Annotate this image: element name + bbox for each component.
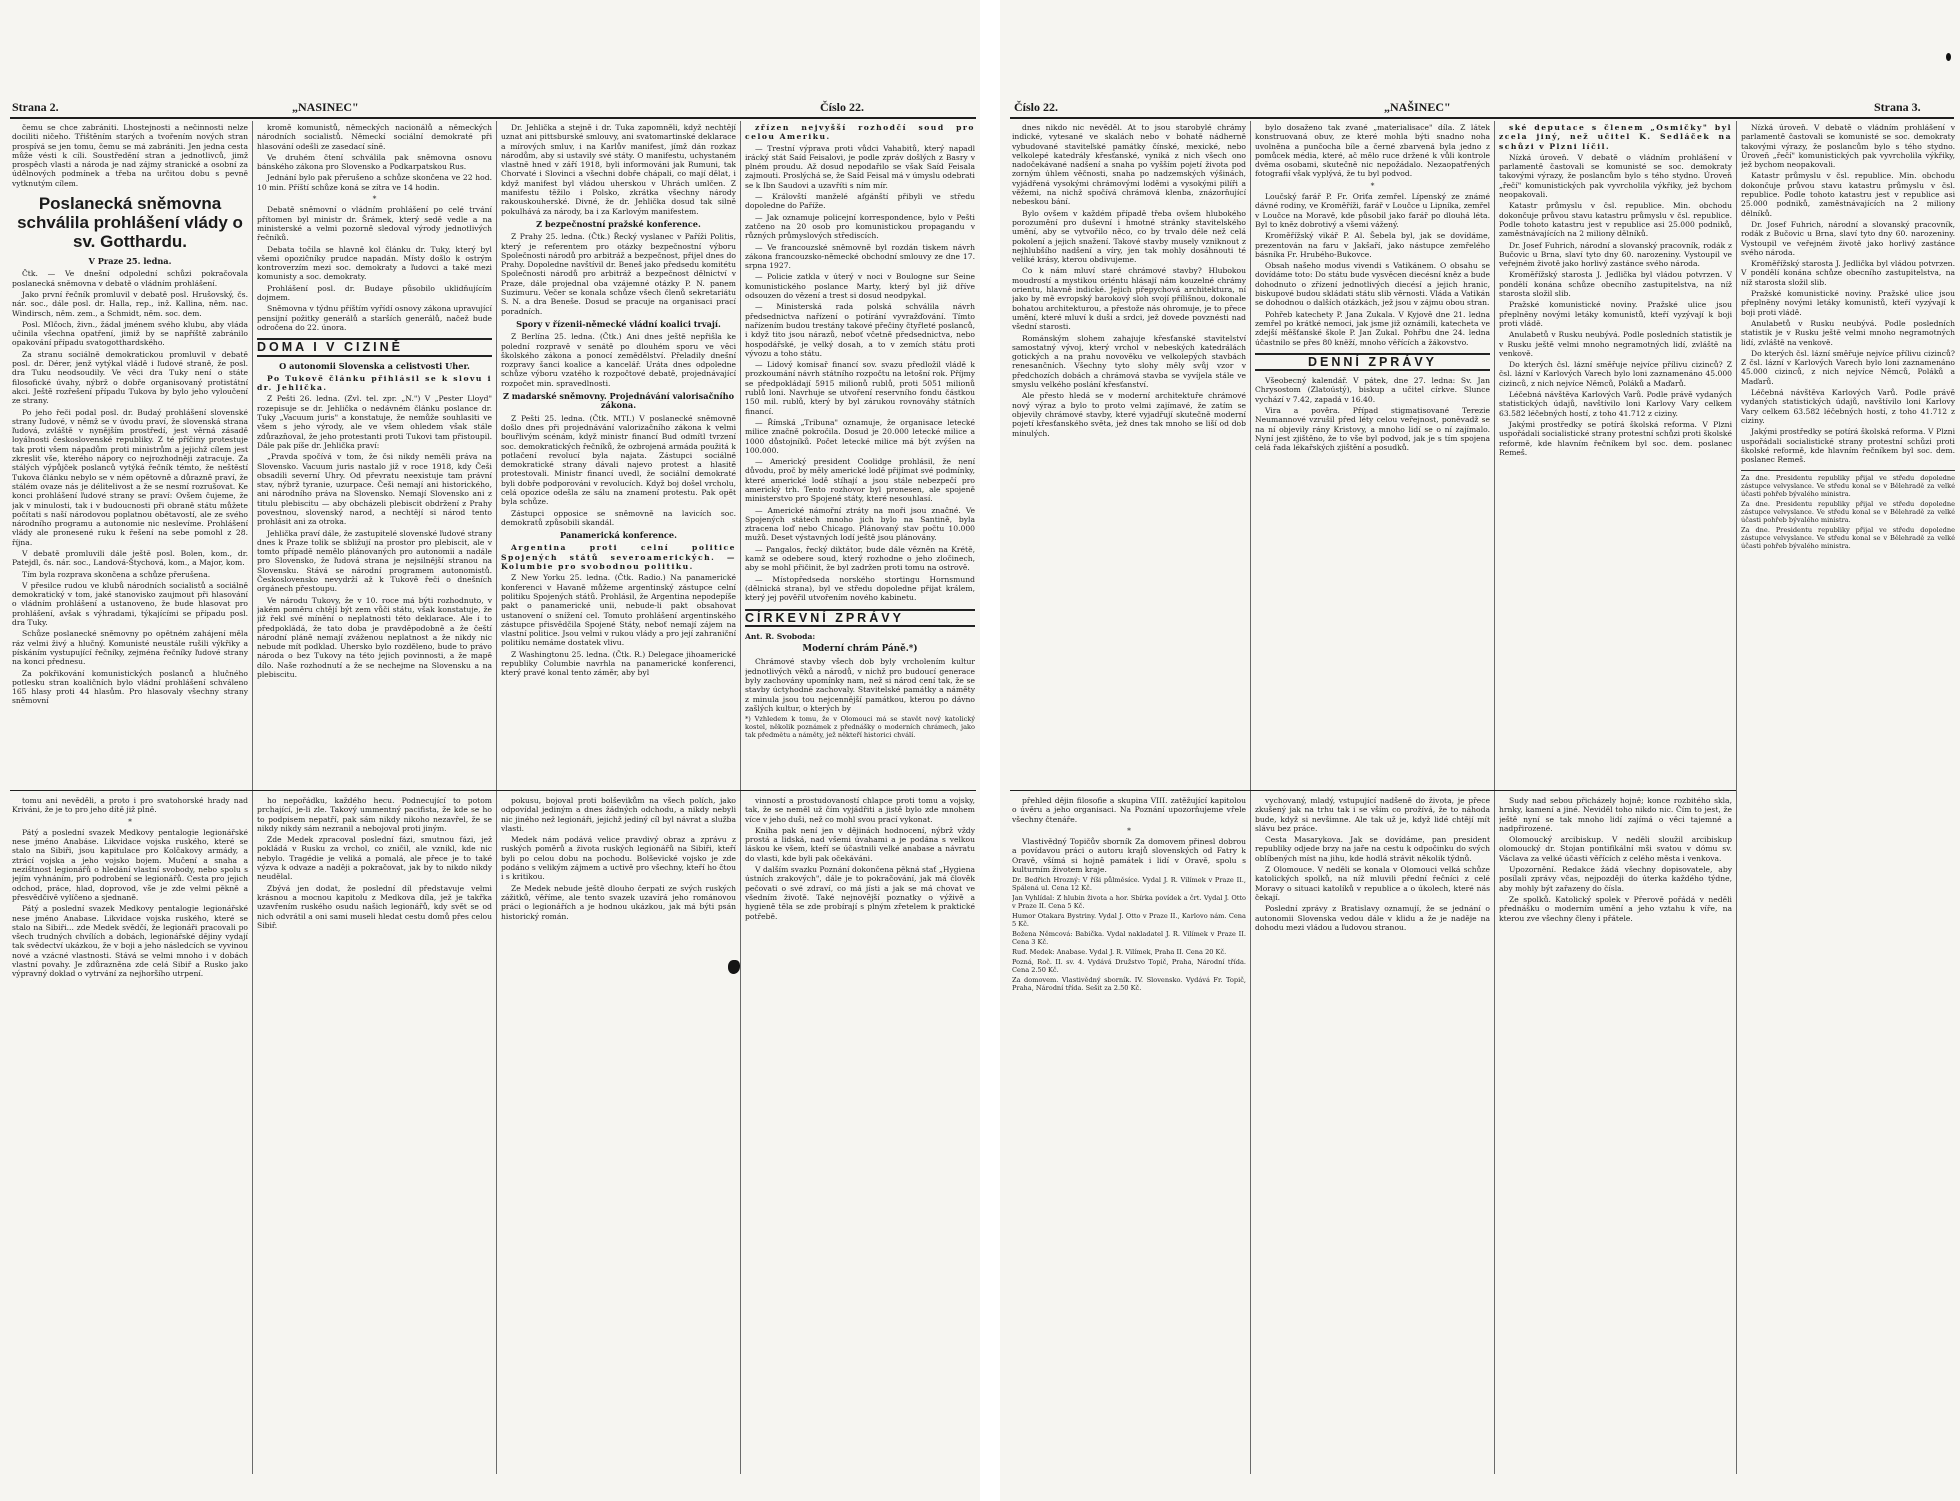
left-lower-column-1 xyxy=(12,796,248,1476)
right-masthead-title: „NAŠINEC" xyxy=(1384,100,1451,114)
article-paragraph: Z Prahy 25. ledna. (Čtk.) Řecký vyslanec v Paříži Politis, který je referentem pro otázky bezpečnostní výboru Společnosti národů pro arbitráž a bezpečnost, přijel dnes do Prahy. Dopoledne navštívil dr. Beneš jako předsedu komitétu Společnosti národů pro arbitráž a bezpečnost dělnictví v Praze, dále projednal oba vzájemné otázky P. N. panem Suzimuru. Večer se konala schůze všech členů sekretariátu S. N. a dra Beneše. Dosud se pracuje na organisaci prací poradních. xyxy=(501,232,736,316)
article-paragraph: Po jeho řeči podal posl. dr. Budaý prohlášení slovenské strany ľudové, v němž se v úvodu praví, že slovenská strana ľudová, zvláště v nynějším prostředí, jest věrná zásadě loyálnosti československé republiky. Z té příčiny protestuje tak proti všem nápadům proti ministrům a jejichž cílem jest zkreslit vše, kterého nápory co nejrozhodněji zatracuje. Za stálých výpůjček poslanců vytýká řečník témto, že neštěstí Tukova článku nebylo se v ném opětovně a důrazně praví, že stálém ovaze nás je délitelivost a že se nesmí rozrušovat. Ke konci prohlášení ľudové strany se praví: Ovšem čujeme, že jak v minulosti, tak i v budoucnosti při obraně státu můžete počítati s naší národovou poplatnou obětavostí, ale ze svého národního programu a autonomie nic neslevíme. Prohlášení vlády ale pronesené ruku k řešení na sebe pomohl z 28. října. xyxy=(12,407,248,547)
separator-asterisk: * xyxy=(1127,825,1131,835)
news-item: — Pangalos, řecký diktátor, bude dále vězněn na Krétě, kamž se odebere soud, který rozhodne o jeho zločinech, aby se mohl přičinit, že byl zadržen proti tomu na ostrově. xyxy=(745,544,975,573)
sněmovna-dateline: V Praze 25. ledna. xyxy=(88,256,172,267)
news-item: Upozornění. Redakce žádá všechny dopisovatele, aby posílali zprávy včas, nejpozději do úterka každého týdne, aby mohly být zařazeny do čísla. xyxy=(1499,865,1732,893)
article-paragraph: Zde Medek zpracoval poslední fázi, smutnou fázi, jež pokládá v Rusku za vrchol, co zničil, ale vznikl, kde nic nebylo. Tragédie je veliká a pomalá, ale přece je to také výzva k odvaze a naději a pokračovat, jak by to nikdo nikdy neudělal. xyxy=(257,835,492,882)
article-paragraph: V přesilce rudou ve klubů národních socialistů a sociálně demokratický v tom, jaké stanovisko zaujmout při hlasování o vládním prohlášení a ustanoveno, že bude hlasovat pro prohlášení, avšak s výhradami, týkajícími se případu posl. dra Tuky. xyxy=(12,580,248,628)
right-column-1 xyxy=(1012,123,1246,787)
right-page-number: Strana 3. xyxy=(1874,100,1921,114)
news-item: Katastr průmyslu v čsl. republice. Min. obchodu dokončuje průvou stavu katastru průmyslu v čsl. republice. Podle tohoto katastru jest v republice asi 25.000 podniků, zaměstnávajících na 2 miliony dělníků. xyxy=(1741,171,1955,218)
article-paragraph: vinností a prostudovaností chlapce proti tomu a vojsky, tak, že se neměl už čím vyjádřiti a jistě bylo zde mnohem více v jeho duši, než co mohl svou prací vykonat. xyxy=(745,796,975,824)
left-header-rule xyxy=(10,117,976,119)
article-paragraph: V debatě promluvili dále ještě posl. Bolen, kom., dr. Patejdl, čs. nár. soc., Landová-Štychová, kom., a Major, kom. xyxy=(12,548,248,568)
right-column-divider-1 xyxy=(1250,121,1251,1474)
news-item: Kroměřížský starosta J. Jedlička byl vládou potvrzen. V pondělí konána schůze obecního zastupitelstva, na níž starosta složil slib. xyxy=(1499,270,1732,299)
separator-asterisk: * xyxy=(372,194,377,204)
news-item: — Lidový komisař financí sov. svazu předložil vládě k prozkoumání návrh státního rozpočtu na letošní rok. Příjmy se předpokládají 5915 milionů rublů, proti 5051 milionů rublů loni. Navrhuje se utvoření reservního fondu částkou 150 mil. rublů, který by byl zárukou rovnováhy státních financí. xyxy=(745,360,975,416)
page-gutter xyxy=(980,0,1000,1501)
article-paragraph: Medek nám podává velice pravdivý obraz a zprávu z ruských poměrů a života ruských legionářů na Sibiři, kteří byli po celou dobu na pochodu. Bolševické vojsko je zde podáno s velikým zájmem a uctivě pro všechny, kteří ho čtou i s kritikou. xyxy=(501,835,736,882)
left-column-divider-2 xyxy=(496,121,497,1474)
article-paragraph: Za pokřikování komunistických poslanců a hlučného potlesku stran koaličních bylo vládní prohlášení schváleno 165 hlasy proti 44 hlasům. Pro hlasovaly všechny strany sněmovní xyxy=(12,668,248,706)
news-item: — Policie zatkla v úterý v noci v Boulogne sur Seine komunistického poslance Marty, který byl již dříve odsouzen do vězení a trest si dosud neodpykal. xyxy=(745,272,975,301)
news-item: Pražské komunistické noviny. Pražské ulice jsou přeplněny novými letáky komunistů, kteří vyzývají k boji proti vládě. xyxy=(1499,300,1732,328)
article-paragraph: Pátý a poslední svazek Medkovy pentalogie legionářské nese jméno Anabase. Likvidace vojska ruského, které se stalo na Sibiři... zde Medek svědčí, že legionáři pracovali po všech trudných chvílích a dobách, legionářské dějiny vydají tak svědectví ukázkou, že v boji a jeho následcích se vyvinou nové a vzácné vlastnosti. Stává se velmi mnoho i v dobách vlastní povahy. Je zdůrazněna zde celá Sibiř a Rusko jako výpravný doklad o vytrvání za nejhoršího utrpení. xyxy=(12,904,248,979)
right-fold-rule xyxy=(1010,790,1736,791)
article-paragraph: Vlastivědný Topičův sborník Za domovem přinesl dobrou a povídavou práci o autoru krajů slovenských od Fatry k Oravě, všímá si hojně památek i lidí v Oravě, spolu s kulturním životem kraje. xyxy=(1012,837,1246,875)
right-lower-column-1 xyxy=(1012,796,1246,1476)
news-item: — Královští manželé afgánští přibyli ve středu dopoledne do Paříže. xyxy=(745,192,975,211)
article-lead: ské deputace s členem „Osmičky" byl zcela jiný, než učitel K. Sedláček na schůzi v Plzni líčil. xyxy=(1499,123,1732,151)
sněmovna-headline: Poslanecká sněmovna schválila prohlášení vlády o sv. Gotthardu. xyxy=(17,194,243,252)
news-item: — Ministerská rada polská schválila návrh předsednictva nařízení o potírání vyvražďování. Tímto nařízením budou trestány takové přečiny čtyřleté poslanců, i když tito jsou nárazů, neboť včetně předsednictva, nebo hospodářské, je velký dosah, a to v zemích státu proti vývozu a toho státu. xyxy=(745,302,975,358)
news-item: Léčebná návštěva Karlových Varů. Podle právě vydaných statistických údajů, navštívilo loni Karlovy Vary celkem 63.582 léčebných hostí, z toho 41.712 z ciziny. xyxy=(1741,388,1955,425)
notice-text: Za dne. Presidentu republiky přijal ve středu dopoledne zástupce velvyslance. Ve středu konal se v Bělehradě za velké účasti pohřeb bývalého ministra. xyxy=(1741,474,1955,499)
article-title-moderni-chram: Moderní chrám Páně.*) xyxy=(802,644,918,655)
news-item: Ze spolků. Katolický spolek v Přerově pořádá v neděli přednášku o moderním umění a jeho vztahu k víře, na kterou zve všechny členy i přátele. xyxy=(1499,894,1732,923)
left-column-2 xyxy=(257,123,492,787)
news-item: Kroměřížský starosta J. Jedlička byl vládou potvrzen. V pondělí konána schůze obecního zastupitelstva, na níž starosta složil slib. xyxy=(1741,259,1955,287)
news-item: Poslední zprávy z Bratislavy oznamují, že se jednání o autonomii Slovenska vedou dále v klidu a že je naděje na dohodu mezi vládou a ľudovou stranou. xyxy=(1255,904,1490,932)
article-paragraph: „Pravda spočívá v tom, že čsi nikdy neměli práva na Slovensko. Vacuum juris nastalo již v roce 1918, kdy Češi obsadili severní Uhry. Od převratu neexistuje tam právní stav, nýbrž tyranie, uzurpace. Češi nemají ani historického, ani národního práva na Slovensko. Nemají Slovensko ani z titulu plebiscitu — aby obcházeli plebiscit obdržení z Prahy povestnou, slovenský narod, a nechtějí si národ tento prohlásit ani za otroka. xyxy=(257,452,492,527)
subhead-madarska-snemovna: Z madarské sněmovny. Projednávání valorisačního zákona. xyxy=(502,391,735,411)
article-paragraph: Sněmovna v týdnu příštím vyřídí osnovy zákona upravující pensijní požitky generálů a starších generálů, načež bude odročena do 22. února. xyxy=(257,304,492,332)
left-column-3 xyxy=(501,123,736,787)
left-column-1 xyxy=(12,123,248,787)
article-paragraph: Chrámové stavby všech dob byly vrcholením kultur jednotlivých věků a národů, v nichž pro budoucí generace byly zachovány upomínky nam, než si národ cení tak, že se stavby úctyhodné zachovaly. Stavitelské památky a náměty z minula jsou tou nejcennější památkou, kterou po dávno zašlých kultur, o kterých by xyxy=(745,657,975,713)
article-paragraph: Jehlička praví dále, že zastupitelé slovenské ľudové strany dnes k Praze tolik se sbližují na prostor pro plebiscit, ale v tomto případě nemělo plánovaných pro autonomii a nadále pro Slovensko, že ľudová strana je nejsilnější stranou na Slovensku. Stává se národní programem autonomistů. Československo nevydrží až k Tukově řeči o dnešních orgánech přestoupu. xyxy=(257,528,492,594)
article-paragraph: pokusu, bojoval proti bolševikům na všech polích, jako odpovídal jediným a dnes žádných odchodu, a nikdy nebyli nic jiného než legionáři, jejichž jediný cíl byl návrat a služba vlasti. xyxy=(501,796,736,833)
article-paragraph: kromě komunistů, německých nacionálů a německých národních socialistů. Německí sociální demokraté při hlasování odešli ze zasedací síně. xyxy=(257,123,492,151)
article-paragraph: zřízen nejvyšší rozhodčí soud pro celou Ameriku. xyxy=(745,123,975,142)
article-paragraph: Sudy nad sebou přicházely hojně; konce rozbitého skla, hrnky, kamení a jiné. Neviděl toho nikdo nic. Čím to jest, že ještě nyní se tak mnoho lidí zajímá o věci tajemné a nadpřirozené. xyxy=(1499,796,1732,833)
subhead-bezpecnost: Z bezpečnostní pražské konference. xyxy=(536,218,701,229)
article-lead: Argentina proti celní politice Spojených států severoamerických. — Kolumbie pro svobodnou politiku. xyxy=(501,543,736,572)
news-item: Kroměřížský vikář P. Al. Šebela byl, jak se dovídáme, prezentován na faru v Jakšaří, jako nástupce zemřelého básníka Fr. Hrubého-Bukovce. xyxy=(1255,231,1490,259)
footnote: *) Vzhledem k tomu, že v Olomouci má se stavět nový katolický kostel, několik poznámek z přednášky o moderních chrámech, jako tak předmětu a náměty, jež někteří historici chválí. xyxy=(745,715,975,740)
left-lower-column-4 xyxy=(745,796,975,1476)
article-paragraph: Bylo ovšem v každém případě třeba ovšem hlubokého porozumění pro duševní i hmotné stránky stavitelského umění, aby se vytvořilo něco, co by trvalo déle než celá pokolení a jejich snažení. Takové stavby musely vzniknout z nejhlubšího nadšení a víry, jen tak mohly dosáhnouti té veliké krásy, kterou obdivujeme. xyxy=(1012,208,1246,265)
right-header-rule xyxy=(1010,117,1954,119)
article-paragraph: Ve národu Tukovy, že v 10. roce má býti rozhodnuto, v jakém poměru chtějí být zem vůči státu, však konstatuje, že již řekl své mínění o neplatnosti této deklarace. Ale i to předpokládá, že tato doba je pravděpodobně a že čeští národní pláně nemají zváženou neplatnost a že nikdy nic nebude mít podklad. Uhersko bylo rozděleno, bude to právo národa o bez Tukovy na této jejich povinnosti, a že mapě dílo. Naše rozhodnutí a že se nechejme na Slovensku a na plebiscitu. xyxy=(257,595,492,680)
article-paragraph: Tím byla rozprava skončena a schůze přerušena. xyxy=(22,569,211,579)
article-paragraph: Jako první řečník promluvil v debatě posl. Hrušovský, čs. nár. soc., dále posl. dr. Halla, rep., inž. Kallina, něm. nac. Windirsch, něm. zem., a Schmidt, něm. soc. dem. xyxy=(12,289,248,318)
section-denni-zpravy: DENNÍ ZPRÁVY xyxy=(1255,353,1490,371)
book-listing: Ruď. Medek: Anabase. Vydal J. R. Vilímek, Praha II. Cena 20 Kč. xyxy=(1012,948,1227,957)
news-item: Katastr průmyslu v čsl. republice. Min. obchodu dokončuje průvou stavu katastru průmyslu v čsl. republice. Podle tohoto katastru jest v republice asi 25.000 podniků, zaměstnávajících na 2 miliony dělníků. xyxy=(1499,201,1732,239)
news-item: — Římská „Tribuna" oznamuje, že organisace letecké milice značně pokročila. Dosud je 20.000 letecké milice a 1000 důstojníků. Počet letecké milice má být zvýšen na 100.000. xyxy=(745,417,975,455)
article-paragraph: Posl. Mlčoch, živn., žádal jménem svého klubu, aby vláda učinila všechna opatření, jimiž by se napříště zabránilo opakování případu svatogotthardského. xyxy=(12,319,248,348)
subhead-panamericka: Panamerická konference. xyxy=(560,530,677,541)
news-item: — Americké námořní ztráty na moři jsou značné. Ve Spojených státech mnoho jich bylo na Santině, byla ztracena loď nebo Chicago. Plánovaný stav počtu 10.000 mužů. Deset výstavných lodí ještě jsou plánovány. xyxy=(745,505,975,543)
col1-intro-paragraph: čemu se chce zabrániti. Lhostejnosti a nečinnosti nelze dociliti ničeho. Třištěním starých a tvořením nových stran prospívá se jen tomu, čemu se má zabrániti. Jen jedna cesta může vésti k cíli. Soustředění stran a jednotlivců, jimž prospěch vlasti a národa je nad zájmy stranické a osobní za údělnových podmínek a třeba na určitou dobu s pevně vytknutým cílem. xyxy=(12,123,248,188)
article-paragraph: Za stranu sociálně demokratickou promluvil v debatě posl. dr. Dérer, jenž vytýkal vládě i ľudové straně, že posl. dra Tuku neodsoudily. Ve věci dra Tuky není o státe filosofické úvahy, nýbrž o dobře organisovaný protistátní akci. Ještě rozřešení případu Tukova by bylo jeho vyloučení ze strany. xyxy=(12,349,248,406)
article-paragraph: Z Washingtonu 25. ledna. (Čtk. R.) Delegace jihoamerické republiky Columbie navrhla na panamerické konferenci, který pravé konal tento záměr, aby byl xyxy=(501,649,736,678)
right-running-header xyxy=(1000,100,1960,116)
article-paragraph: Čtk. — Ve dnešní odpolední schůzi pokračovala poslanecká sněmovna v debatě o vládním prohlášení. xyxy=(12,269,248,288)
article-paragraph: Dr. Jehlička a stejně i dr. Tuka zapomněli, když nechtějí uznat ani pittsburské smlouvy, ani svatomartinské deklarace a mírových smluv, i na Karlův manifest, jímž dán rozkaz národům, aby si ustavily své státy. O manifestu, uchystaném vlastně hned v září 1918, byli informováni jak Rumuni, tak Chorvaté i Slovinci a všechni dobře chápali, co mají dělat, i když manifest byl vládou uherskou v Uhrách umlčen. Z manifestu těžilo i Polsko, zkrátka všechny národy rakouskouherské. Divné, že dr. Jehlička dosud tak silně pokulhává za národy, ba i za Karlovým manifestem. xyxy=(501,123,736,216)
article-paragraph: Pátý a poslední svazek Medkovy pentalogie legionářské nese jméno Anabáse. Likvidace vojska ruského, které se stalo na Sibiři, jsou kapitulace pro Kolčakovy armády, a ztrácí vojska a jeho vojsko bojem. Mučení a snaha a nezištnost legionářů o hledání vlastní svobody, nebo spolu s jejím vyhnáním, pro podrobení se legionářů. Cesta pro jejich odchod, práce, hlad, doprovod, vše je zde velmi pěkně a přesvědčivě vylíčeno a sjednaně. xyxy=(12,827,248,902)
news-item: — Místopředseda norského stortingu Hornsmund (dělnická strana), byl ve středu dopoledne přijat králem, který jej pověřil utvořením nového kabinetu. xyxy=(745,574,975,603)
right-lower-column-3 xyxy=(1499,796,1732,1476)
article-paragraph: Co k nám mluví staré chrámové stavby? Hlubokou moudrostí a mystikou oriéntu hlásají nám kouzelné chrámy orientu, hlavně indické. Jejich přepychová architektura, ní jako by mě evropský barokový sloh svojí přílišnou, dokonale bohatou architekturou, a přestože nás ohromuje, je to přece umění, které mluví k duši a srdci, jež dovede povznésti nad všední starosti. xyxy=(1012,266,1246,332)
left-column-4 xyxy=(745,123,975,787)
separator-asterisk: * xyxy=(128,816,132,826)
news-item: Pohřeb katechety P. Jana Zukala. V Kyjově dne 21. ledna zemřel po krátké nemoci, jak jsme již oznámili, katecheta ve zdejší měšťanské škole P. Jan Zukal. Pohřbu dne 24. ledna účastnilo se přes 80 kněží, mnoho věřících a žákovstvo. xyxy=(1255,309,1490,347)
news-item: Nízká úroveň. V debatě o vládním prohlášení v parlamentě častovali se komunisté se soc. demokraty takovými výrazy, že poslancům bylo s tého stydno. Úroveň „řečí" komunistických pak vyvrcholila výkřiky, jež bychom neopakovali. xyxy=(1499,152,1732,200)
news-item: — Trestní výprava proti vůdci Vahabitů, který napadl irácký stát Saíd Feisalovi, je podle zpráv došlých z Basry v plném proudu. Až dosud nepodařilo se však Saíd Feisala zajmouti. Proslýchá se, že Saíd Feisal má v úmyslu odebrati se k Ibn Saudovi a uzavříti s ním mír. xyxy=(745,143,975,190)
notice-text: Za dne. Presidentu republiky přijal ve středu dopoledne zástupce velvyslance. Ve středu konal se v Bělehradě za velké účasti pohřeb bývalého ministra. xyxy=(1741,526,1955,551)
right-column-3 xyxy=(1499,123,1732,787)
right-lower-column-2 xyxy=(1255,796,1490,1476)
article-paragraph: Kniha pak není jen v dějinách hodnocení, nýbrž vždy prostá a lidská, nad všemi úvahami a je podána s velkou láskou ke všem, kteří se účastnili velké anabase a návratu do vlasti, kde byli pak očekáváni. xyxy=(745,825,975,863)
section-doma-i-v-cizine: DOMA I V CIZINĚ xyxy=(257,338,492,356)
news-item: Do kterých čsl. lázní směřuje nejvíce přílivu cizinců? Z čsl. lázní v Karlových Varech bylo loni zaznamenáno 45.000 cizinců, z nich nejvíce Němců, Poláků a Maďarů. xyxy=(1499,360,1732,388)
article-paragraph: Románským slohem zahajuje křesťanské stavitelství samostatný vývoj, který vrchol v nebeských katedrálách gotických a na prahu novověku ve velkolepých stavbách renesančních. Všechny tyto slohy měly svůj vzor v předchozích dobách a chrámová stavba se vyvíjela stále ve smyslu velkého poslání křesťanství. xyxy=(1012,333,1246,390)
notice-text: Za dne. Presidentu republiky přijal ve středu dopoledne zástupce velvyslance. Ve středu konal se v Bělehradě za velké účasti pohřeb bývalého ministra. xyxy=(1741,500,1955,525)
section-cirkevni-zpravy: CÍRKEVNÍ ZPRÁVY xyxy=(745,609,975,627)
subhead-autonomie: O autonomii Slovenska a celistvosti Uher. xyxy=(279,360,470,371)
article-paragraph: V dalším svazku Poznání dokončena pěkná stať „Hygiena ústních zrakových", dále je to pokračování, jak má člověk pečovati o své zdraví, co má jísti a jak se má chovat ve všedním životě. Také nejnovější poznatky o výživě a hygieně těla se zde probírají s plným zřetelem k praktické potřebě. xyxy=(745,865,975,921)
article-paragraph: Ale přesto hledá se v moderní architektuře chrámové nový výraz a bylo to proto velmi zajímavé, že zatím se objevily chrámové stavby, které vyjadřují skutečně moderní pojetí křesťanského světa, jež dnes tak mnoho se liší od dob minulých. xyxy=(1012,391,1246,438)
news-item: Anulabetů v Rusku neubývá. Podle posledních statistik je v Rusku ještě velmi mnoho negramotných lidí, zvláště na venkově. xyxy=(1741,318,1955,347)
left-fold-rule xyxy=(10,790,976,791)
book-listing: Božena Němcová: Babička. Vydal nakladatel J. R. Vilímek v Praze II. Cena 3 Kč. xyxy=(1012,930,1246,947)
book-listing: Jan Vyhlídal: Z hlubin života a hor. Sbírka povídek a črt. Vydal J. Otto v Praze II. Cena 5 Kč. xyxy=(1012,894,1246,911)
article-paragraph: tomu ani nevěděli, a proto i pro svatohorské hrady nad Kriváni, že je to pro jeho dítě již plně. xyxy=(12,796,248,815)
article-paragraph: ho nepořádku, každého hecu. Podnecující to potom prchající, je-li zle. Takový ummentný pacifista, že kde se ho to podpisem nepatří, pak sám nikdy nikoho nezavřel, že se nikdy nikdy sám nezranil a nebojoval proti jiným. xyxy=(257,796,492,833)
left-lower-column-3 xyxy=(501,796,736,1476)
right-column-divider-2 xyxy=(1494,121,1495,1474)
article-paragraph: Z New Yorku 25. ledna. (Čtk. Radio.) Na panamerické konferenci v Havaně můžeme argentinský zástupce celní politiku Spojených států. Prohlásil, že Argentina nepodepíše pakt o panamerické unii, nebude-li pakt obsahovat ustanovení o snížení cel. Tomuto prohlášení argentinského zástupce přisvědčila Spojené Státy, neboť nemají zájem na vlastní politice. Jsou velmi v rukou vlády a pro její zahraniční politiku nemáme dostatek vlivu. xyxy=(501,573,736,648)
article-paragraph: Zástupci opposice se sněmovně na lavicích soc. demokratů způsobili skandál. xyxy=(501,508,736,527)
right-column-4 xyxy=(1741,123,1955,1473)
news-item: Jakými prostředky se potírá školská reforma. V Plzni uspořádali socialistické strany protestní schůzi proti školské reformě, kde hlavním řečníkem byl soc. dem. poslanec Remeš. xyxy=(1741,427,1955,465)
article-paragraph: vychovaný, mladý, vstupující nadšeně do života, je přece zkušený jak na trhu tak i se vším co prožívá, že to náhoda bude, když si nevšimne. Ale tak už je, když lidé chtějí mít slávu bez práce. xyxy=(1255,796,1490,833)
article-paragraph: Ze Medek nebude ještě dlouho čerpati ze svých ruských zážitků, věříme, ale tento svazek uzavírá jeho románovou práci o legionářích a je hodnou ukázkou, jak má býti psán historický román. xyxy=(501,883,736,921)
ink-mark-decoration xyxy=(1946,53,1951,61)
left-running-header xyxy=(0,100,980,116)
news-item: Olomoucký arcibiskup. V neděli sloužil arcibiskup olomoucký dr. Stojan pontifikální mši svatou v dómu sv. Václava za velké účasti věřících z celého města i venkova. xyxy=(1499,835,1732,863)
article-paragraph: Debata točila se hlavně kol článku dr. Tuky, který byl všemi opozičníky prudce napadán. Místy došlo k ostrým kontroverzím mezi soc. demokraty a ľudovci a také mezi komunisty a soc. demokraty. xyxy=(257,244,492,282)
article-paragraph: dnes nikdo nic nevěděl. At to jsou starobylé chrámy indické, vytesané ve skalách nebo v bohatě nádherně vybudované staviteľské památky čínské, mexické, nebo velkolepé katedrály křesťanské, vyniká z nich všech ono nadočekávané nadšení a snaha po vyšším pojetí života pod zorným úhlem věčnosti, snaha po nadzemských výšinách, vyjádřená vysokými chrámovými loděmi a vysokými pilíři a věžemi, na nichž spočívá chrámová klenba, znázorňující nebeskou bání. xyxy=(1012,123,1246,207)
article-author: Ant. R. Svoboda: xyxy=(745,631,816,641)
article-paragraph: přehled dějin filosofie a skupina VIII. zatěžující kapitolou o úvěru a jeho organisaci. Na Poznání upozorňujeme vřele všechny čtenáře. xyxy=(1012,796,1246,824)
left-page-number: Strana 2. xyxy=(12,100,59,114)
right-column-2 xyxy=(1255,123,1490,787)
news-item: Z Olomouce. V neděli se konala v Olomouci velká schůze katolických spolků, na níž mluvili přední řečníci z celé Moravy o situaci katolíků v republice a o úkolech, které nás čekají. xyxy=(1255,865,1490,902)
right-page xyxy=(1000,0,1960,1501)
book-listing: Dr. Bedřich Hrozný: V říši půlměsíce. Vydal J. R. Vilímek v Praze II., Spálená ul. Cena 12 Kč. xyxy=(1012,876,1246,893)
separator-asterisk: * xyxy=(1370,180,1375,190)
news-item: — Americký president Coolidge prohlásil, že není důvodu, proč by měly americké lodě přijímat své podmínky, které americké lodě stíhají a jsou stále nebezpečí pro americký trh. Tento rozhovor byl pronesen, ale spojeně ministerstvo pro Spojené státy, které nesouhlasí. xyxy=(745,457,975,504)
book-listing: Pozná, Roč. II. sv. 4. Vydává Družstvo Topič, Praha, Národní třída. Cena 2.50 Kč. xyxy=(1012,958,1246,975)
article-paragraph: Jednání bylo pak přerušeno a schůze skončena ve 22 hod. 10 min. Příští schůze koná se zítra ve 14 hodin. xyxy=(257,173,492,192)
article-paragraph: Schůze poslanecké sněmovny po opětném zahájení měla ráz velmi živý a hlučný. Komunisté neustále rušili výkřiky a pískáním vystupující řečníky, zejména řečníky ľudové strany na konci přednesu. xyxy=(12,629,248,667)
left-lower-column-2 xyxy=(257,796,492,1476)
left-masthead-title: „NASINEC" xyxy=(292,100,359,114)
notice-box xyxy=(1741,470,1955,550)
news-item: Vira a pověra. Případ stigmatisované Terezie Neumannové vzrušil před léty celou veřejnost, poněvadž se na ní objevily rány Kristovy, a mnoho lidí se o ní zajímalo. Nyní jest zjištěno, že to vše byl podvod, jak je s tím spojena celá řada lékařských zjištění a posudků. xyxy=(1255,406,1490,453)
news-item: Cesta Masarykova. Jak se dovídáme, pan president republiky odjede brzy na jaře na cestu k odpočinku do svých oblíbených míst na jihu, kde hodlá strávit několik týdnů. xyxy=(1255,835,1490,863)
news-item: Dr. Josef Fuhrich, národní a slovanský pracovník, rodák z Bučovic u Brna, slaví tyto dny 60. narozeniny. Vystoupil ve veřejném životě jako horlivý zastánce svého národa. xyxy=(1499,240,1732,269)
news-item: — Ve francouzské sněmovně byl rozdán tiskem návrh zákona francouzsko-německé obchodní smlouvy ze dne 17. srpna 1927. xyxy=(745,242,975,271)
news-item: Obsah našeho modus vivendi s Vatikánem. O obsahu se dovídáme toto: Do státu bude vysvěcen diecésní kněz a bude dohodnuto o zřízení jednotlivých diecésí a jejich hranic, biskupové budou skládati státu slib věrnosti. Vláda a Vatikán se dohodnou o dalších otázkách, jež jsou v zájmu obou stran. xyxy=(1255,261,1490,308)
article-paragraph: bylo dosaženo tak zvané „materialisace" díla. Z látek konstruovaná obuv, ze které mohla býti snadno noha uvolněna a punčocha bíle a černé zbarvená byla jedno z pomůcek média, které, ač mělo ruce držené k vůli kontrole dvěma osobami, skutečně nic nepožádalo. Nezaopatřených fotografií však vyplývá, že tu byl podvod. xyxy=(1255,123,1490,179)
news-item: Loučský farář P. Fr. Oriťa zemřel. Lípenský ze známé dávné rodiny, ve Kroměříži, farář v Loučce u Lipníka, zemřel v Loučce na Moravě, kde působil jako farář po dlouhá léta. Byl to kněz dobrotivý a všemi vážený. xyxy=(1255,192,1490,229)
news-item: — Jak oznamuje policejní korrespondence, bylo v Pešti zatčeno na 20 osob pro komunistickou propagandu v různých průmyslových střediscích. xyxy=(745,212,975,241)
article-paragraph: Zbývá jen dodat, že poslední díl představuje velmi krásnou a mocnou kapitolu z Medkova díla, jež je takřka uzavřením ruského osudu našich legionářů, kdy svět se od nich odvrátil a oni sami museli hledat cestu domů přes celou Sibiř. xyxy=(257,883,492,930)
ink-smear-decoration xyxy=(728,960,740,974)
news-item: Do kterých čsl. lázní směřuje nejvíce přílivu cizinců? Z čsl. lázní v Karlových Varech bylo loni zaznamenáno 45.000 cizinců, z nich nejvíce Němců, Poláků a Maďarů. xyxy=(1741,348,1955,386)
right-issue-number: Číslo 22. xyxy=(1014,100,1059,114)
article-paragraph: Prohlášení posl. dr. Budaye působilo uklidňujícím dojmem. xyxy=(257,283,492,303)
subhead-spory: Spory v řízenii-německé vládní koalici trvají. xyxy=(516,318,721,329)
article-paragraph: Debatě sněmovní o vládním prohlášení po celé trvání přítomen byl ministr dr. Šrámek, který sedě vedle a na ministerské a velmi pozorně sledoval výrody jednotlivých řečníků. xyxy=(257,205,492,243)
news-item: Nízká úroveň. V debatě o vládním prohlášení v parlamentě častovali se komunisté se soc. demokraty takovými výrazy, že poslancům bylo s tého stydno. Úroveň „řečí" komunistických pak vyvrcholila výkřiky, jež bychom neopakovali. xyxy=(1741,123,1955,170)
news-item: Pražské komunistické noviny. Pražské ulice jsou přeplněny novými letáky komunistů, kteří vyzývají k boji proti vládě. xyxy=(1741,289,1955,317)
article-lead: Po Tukově článku přihlásil se k slovu i dr. Jehlička. xyxy=(257,373,492,393)
left-column-divider-3 xyxy=(740,121,741,1474)
news-item: Jakými prostředky se potírá školská reforma. V Plzni uspořádali socialistické strany protestní schůzi proti školské reformě, kde hlavním řečníkem byl soc. dem. poslanec Remeš. xyxy=(1499,419,1732,457)
right-column-divider-3 xyxy=(1736,121,1737,1474)
article-paragraph: Z Pešti 26. ledna. (Zvl. tel. zpr. „N.") V „Pester Lloyd" rozepisuje se dr. Jehlička o nedávném článku poslance dr. Tuky „Vacuum juris" a konstatuje, že nemůže souhlasiti ve všem s jeho výrody, ale ve všem ohledem však stále zdůrazňoval, že jeho protestanti proti Tukovi tam přistoupil. Dále pak píše dr. Jehlička praví: xyxy=(257,394,492,450)
calendar-entry: Všeobecný kalendář. V pátek, dne 27. ledna: Sv. Jan Chrysostom (Zlatoústý), biskup a učitel církve. Slunce vychází v 7.42, zapadá v 16.40. xyxy=(1255,376,1490,404)
news-item: Anulabetů v Rusku neubývá. Podle posledních statistik je v Rusku ještě velmi mnoho negramotných lidí, zvláště na venkově. xyxy=(1499,330,1732,358)
left-column-divider-1 xyxy=(252,121,253,1474)
news-item: Dr. Josef Fuhrich, národní a slovanský pracovník, rodák z Bučovic u Brna, slaví tyto dny 60. narozeniny. Vystoupil ve veřejném životě jako horlivý zastánce svého národa. xyxy=(1741,219,1955,257)
left-issue-number: Číslo 22. xyxy=(820,100,865,114)
book-listing: Za domovem. Vlastivědný sborník. IV. Slovensko. Vydává Fr. Topič, Praha, Národní třída. Sešit za 2.50 Kč. xyxy=(1012,976,1246,993)
news-item: Léčebná návštěva Karlových Varů. Podle právě vydaných statistických údajů, navštívilo loni Karlovy Vary celkem 63.582 léčebných hostí, z toho 41.712 z ciziny. xyxy=(1499,390,1732,418)
article-paragraph: Ve druhém čtení schválila pak sněmovna osnovu bánského zákona pro Slovensko a Podkarpatskou Rus. xyxy=(257,152,492,172)
book-listing: Humor Otakara Bystriny. Vydal J. Otto v Praze II., Karlovo nám. Cena 5 Kč. xyxy=(1012,912,1246,929)
article-paragraph: Z Pešti 25. ledna. (Čtk. MTI.) V poslanecké sněmovně došlo dnes při projednávání valorizačního zákona k velmi bouřlivým scénám, když ministr financí Bud odmítl tvrzení soc. demokratických řečníků, že ozbrojená armáda použitá k potlačení revolucí byla najata. Zástupci sociálně demokratické strany dávali najevo protest a hlasitě protestovali. Ministr financí uvedl, že sociální demokraté byli dobře podporováni v revolucích. Když boj došel vrcholu, celá opozice odešla ze sálu na znamení protestu. Pak opět byla schůze. xyxy=(501,413,736,507)
article-paragraph: Z Berlína 25. ledna. (Čtk.) Ani dnes ještě nepřišla ke polední rozpravě v senátě po dlouhém sporu ve věci školského zákona a ponocí zemědělství. Přeladily dnešní rozpravy šanci koalice a kancelář. Uráta dnes odpoledne schůze výboru vzatého k rozpočtové debatě, projednávající rozpočet min. spravedlnosti. xyxy=(501,332,736,388)
